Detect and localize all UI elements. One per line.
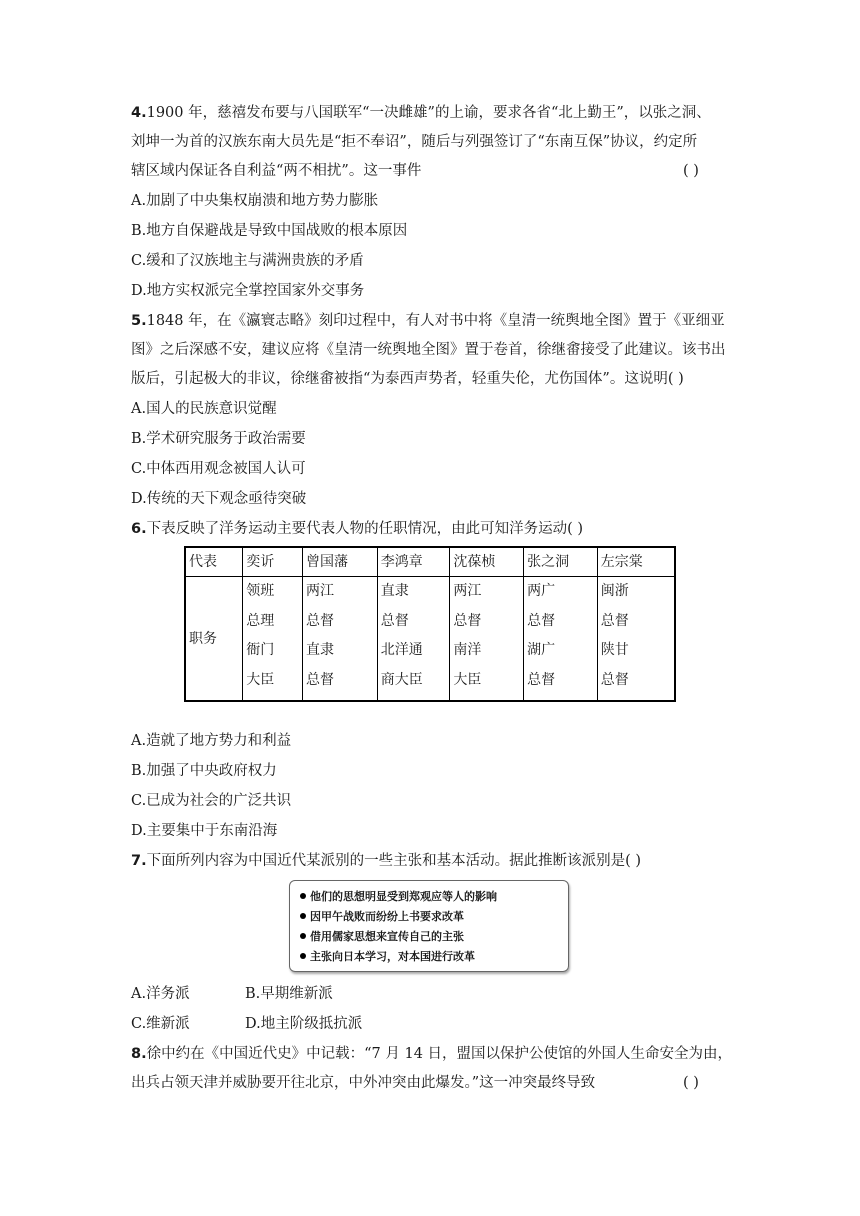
q6-line-1: [131, 519, 583, 539]
q6-option-c[interactable]: C.已成为社会的广泛共识: [131, 793, 292, 809]
table-cell: 两江 总督 南洋 大臣: [450, 577, 524, 702]
q5-number: 5.: [131, 313, 147, 329]
q5-text-1: 1848 年，在《瀛寰志略》刻印过程中，有人对书中将《皇清一统舆地全图》置于《亚细亚: [146, 313, 725, 329]
q7-info-box: [289, 880, 569, 972]
table-row: [185, 577, 675, 702]
q8-number: 8.: [131, 1046, 147, 1062]
q7-text: 下面所列内容为中国近代某派别的一些主张和基本活动。据此推断该派别是( ): [146, 853, 642, 869]
q4-option-c[interactable]: C.缓和了汉族地主与满洲贵族的矛盾: [131, 253, 364, 269]
table-cell: 直隶 总督 北洋通 商大臣: [377, 577, 450, 702]
table-header-cell: 左宗棠: [597, 547, 675, 577]
q5-line-2: 图》之后深感不安，建议应将《皇清一统舆地全图》置于卷首，徐继畬接受了此建议。该书出: [131, 342, 726, 358]
q7-option-b[interactable]: B.早期维新派: [245, 986, 333, 1002]
info-box-item: 主张向日本学习，对本国进行改革: [300, 948, 475, 964]
q8-line-1: [131, 1044, 732, 1064]
q7-option-d[interactable]: D.地主阶级抵抗派: [245, 1016, 363, 1032]
table-cell: 闽浙 总督 陕甘 总督: [597, 577, 675, 702]
table-header-cell: 张之洞: [524, 547, 598, 577]
table-row-label: 职务: [185, 577, 243, 702]
table-header-row: [185, 547, 675, 577]
info-box-item: 借用儒家思想来宣传自己的主张: [300, 928, 464, 944]
bullet-icon: [300, 953, 306, 959]
q5-option-c[interactable]: C.中体西用观念被国人认可: [131, 461, 306, 477]
q4-answer-paren: ( ): [683, 163, 699, 179]
q4-line-1: [131, 103, 711, 123]
q4-text-1: 1900 年，慈禧发布要与八国联军“一决雌雄”的上谕，要求各省“北上勤王”，以张之洞、: [146, 105, 711, 121]
q6-option-b[interactable]: B.加强了中央政府权力: [131, 763, 277, 779]
info-box-item: 他们的思想明显受到郑观应等人的影响: [300, 888, 497, 904]
q4-number: 4.: [131, 105, 147, 121]
bullet-icon: [300, 913, 306, 919]
q8-answer-paren: ( ): [683, 1075, 699, 1091]
q4-option-a[interactable]: A.加剧了中央集权崩溃和地方势力膨胀: [131, 193, 379, 209]
table-header-cell: 奕䜣: [243, 547, 303, 577]
q6-text: 下表反映了洋务运动主要代表人物的任职情况，由此可知洋务运动( ): [146, 521, 584, 537]
q5-option-d[interactable]: D.传统的天下观念亟待突破: [131, 491, 307, 507]
table-header-cell: 李鸿章: [377, 547, 450, 577]
q7-option-a[interactable]: A.洋务派: [131, 986, 190, 1002]
q4-line-2: 刘坤一为首的汉族东南大员先是“拒不奉诏”，随后与列强签订了“东南互保”协议，约定所: [131, 134, 698, 150]
q7-option-c[interactable]: C.维新派: [131, 1016, 190, 1032]
table-cell: 两江 总督 直隶 总督: [303, 577, 378, 702]
q4-line-3: 辖区域内保证各自利益“两不相扰”。这一事件: [131, 163, 422, 179]
q5-line-1: [131, 311, 725, 331]
table-cell: 领班 总理 衙门 大臣: [243, 577, 303, 702]
bullet-icon: [300, 893, 306, 899]
q6-number: 6.: [131, 521, 147, 537]
table-header-cell: 沈葆桢: [450, 547, 524, 577]
q5-option-a[interactable]: A.国人的民族意识觉醒: [131, 401, 277, 417]
q4-option-b[interactable]: B.地方自保避战是导致中国战败的根本原因: [131, 223, 408, 239]
q5-line-3: 版后，引起极大的非议，徐继畬被指“为泰西声势者，轻重失伦，尤伤国体”。这说明( ): [131, 371, 684, 387]
q8-text-1: 徐中约在《中国近代史》中记载：“7 月 14 日，盟国以保护公使馆的外国人生命安全为由，: [146, 1046, 733, 1062]
table-header-label: 代表: [185, 547, 243, 577]
q6-option-a[interactable]: A.造就了地方势力和利益: [131, 733, 292, 749]
q7-number: 7.: [131, 853, 147, 869]
q4-option-d[interactable]: D.地方实权派完全掌控国家外交事务: [131, 283, 365, 299]
bullet-icon: [300, 933, 306, 939]
info-box-item: 因甲午战败而纷纷上书要求改革: [300, 908, 464, 924]
q8-line-2: 出兵占领天津并威胁要开往北京，中外冲突由此爆发。”这一冲突最终导致: [131, 1075, 596, 1091]
table-header-cell: 曾国藩: [303, 547, 378, 577]
q5-option-b[interactable]: B.学术研究服务于政治需要: [131, 431, 306, 447]
table-cell: 两广 总督 湖广 总督: [524, 577, 598, 702]
q6-option-d[interactable]: D.主要集中于东南沿海: [131, 823, 278, 839]
officials-table: [184, 546, 676, 702]
q7-line-1: [131, 851, 641, 871]
